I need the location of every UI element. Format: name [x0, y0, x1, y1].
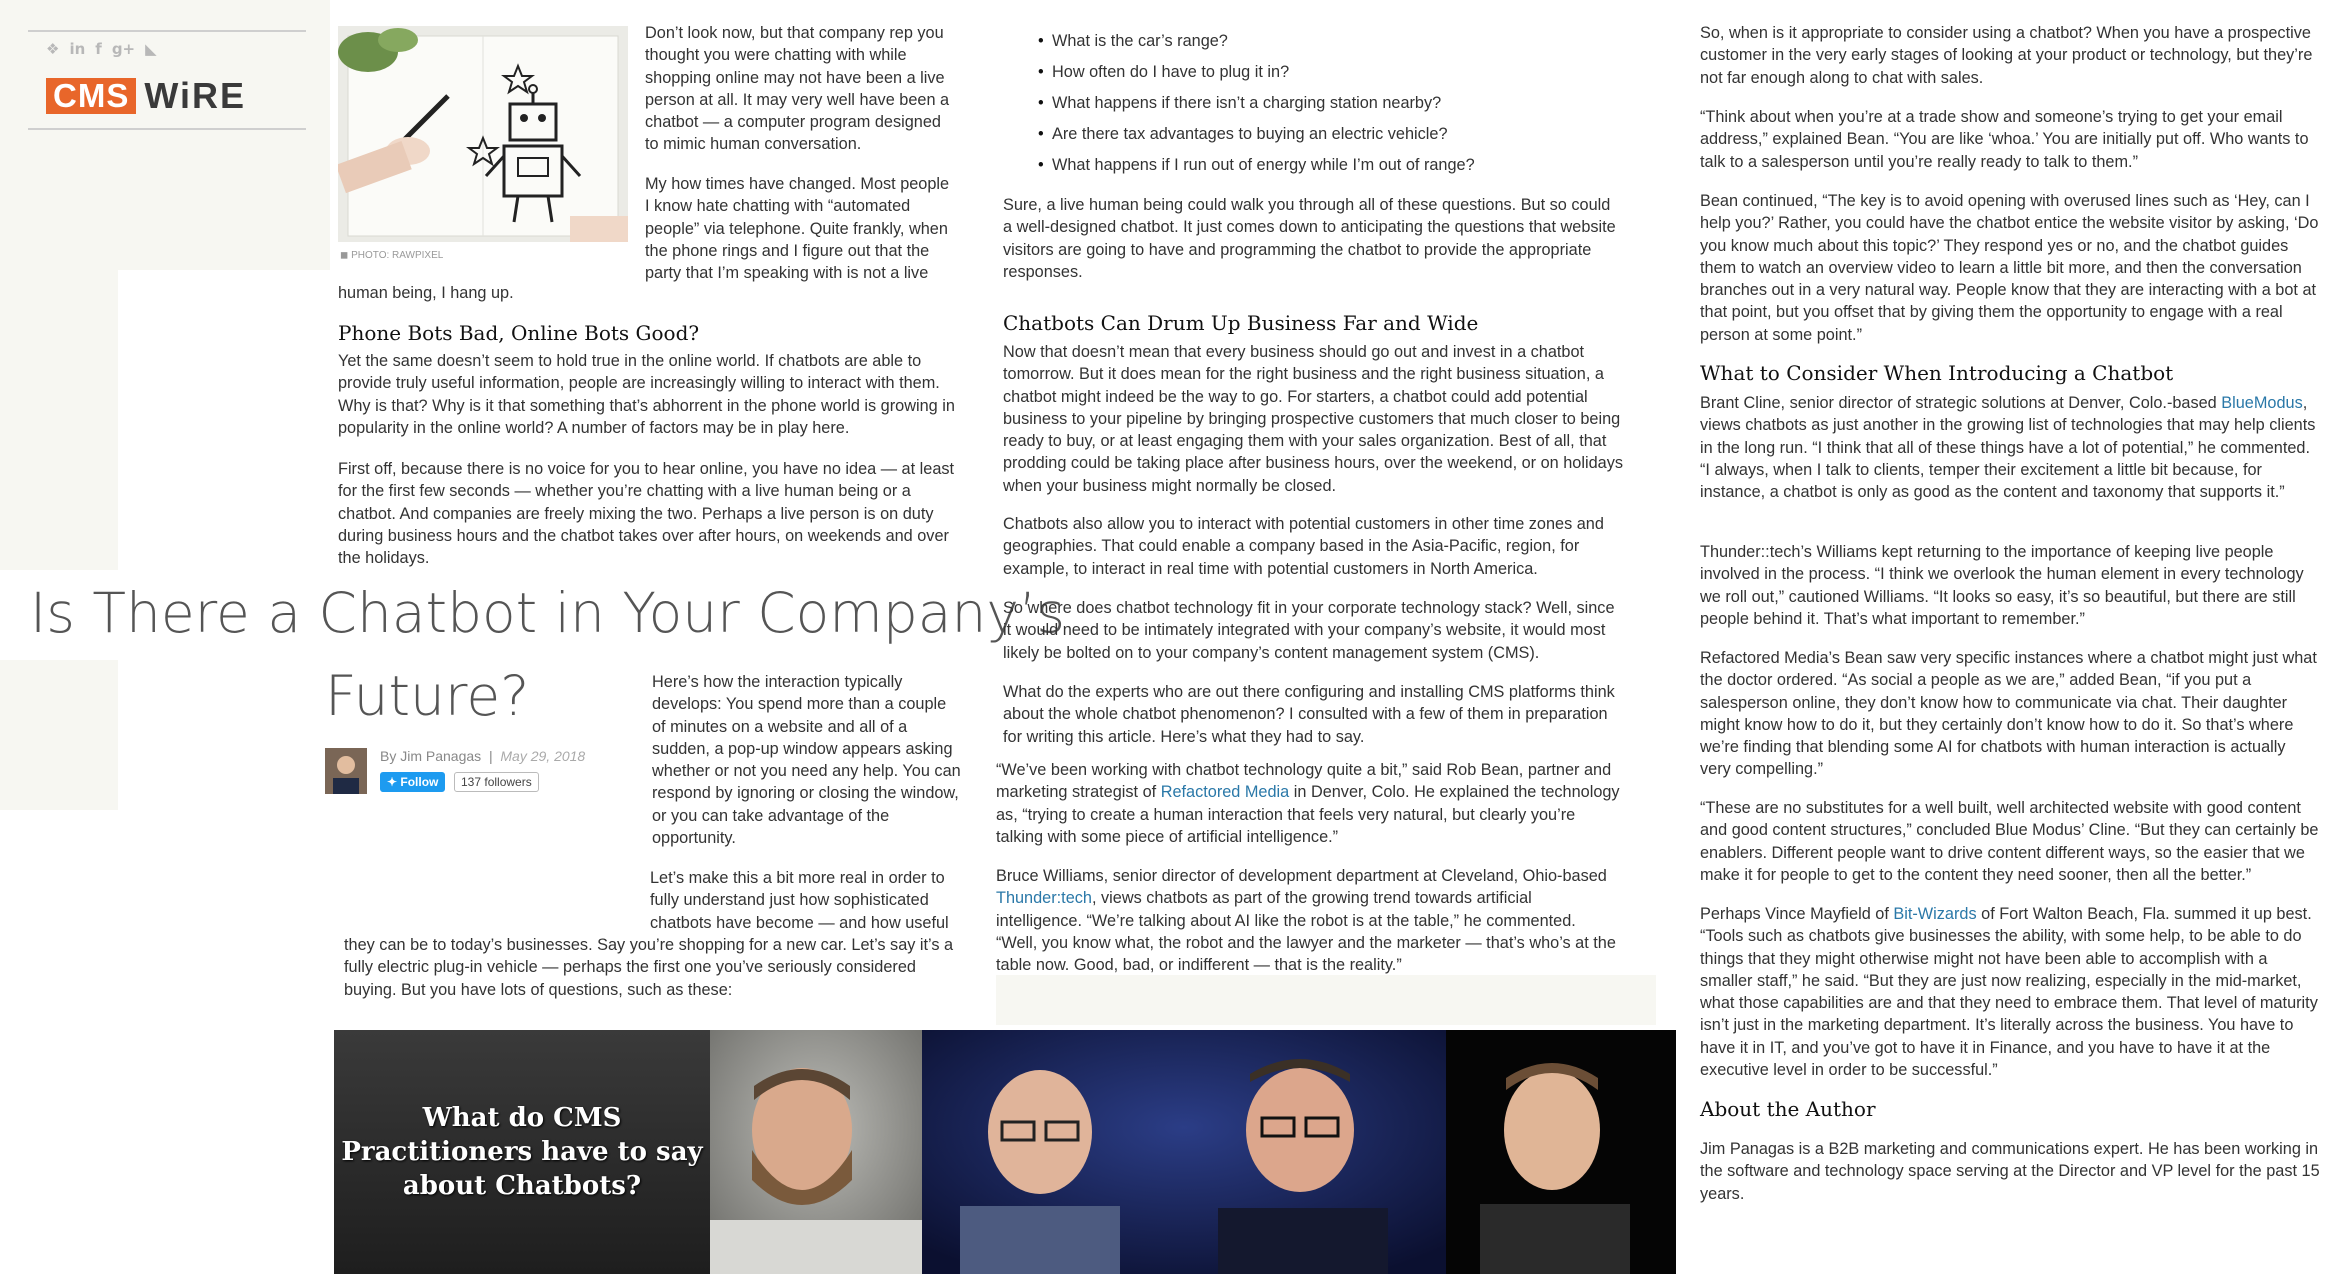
heading-drum-up: Chatbots Can Drum Up Business Far and Wide	[1003, 311, 1479, 335]
list-item: • What happens if I run out of energy while I’m out of range?	[1038, 150, 1638, 181]
video-banner[interactable]	[334, 1030, 1676, 1274]
link-refactored-media[interactable]: Refactored Media	[1160, 783, 1290, 802]
rss-icon[interactable]: ◣	[145, 40, 157, 58]
paragraph-lets-make-a: Let’s make this a bit more real in order to fully understand just how sophisticated chatbots have become — and how useful	[650, 869, 949, 932]
paragraph-vince-mayfield: Perhaps Vince Mayfield of Bit-Wizards of Fort Walton Beach, Fla. summed it up best. “Tools such as chatbots give businesses the ability, with some help, to be able to do things that they might otherwise might not have been able to accomplish with a smaller staff,” he said. “But they are just now realizing, especially in the mid-market, what those capabilities are and that they need to embrace them. That level of maturity isn’t just in the marketing department. It’s literally across the business. You have to have it in IT, and you’ve got to have it in Finance, and you have to have it at the executive level in order to be successful.”	[1700, 905, 2318, 1080]
google-plus-icon[interactable]: g+	[111, 40, 136, 58]
robot-sketch-image	[338, 26, 628, 242]
paragraph-think: “Think about when you’re at a trade show and someone’s trying to get your email address,” explained Bean. “You are like ‘whoa.’ You are initially put off. Who wants to talk to a salesperson until you’re really ready to talk to them.”	[1700, 108, 2309, 171]
paragraph-experts: What do the experts who are out there configuring and installing CMS platforms think about the whole chatbot phenomenon? I consulted with a few of them in preparation for writing this article. Here’s what they had to say.	[1003, 683, 1615, 746]
author-name[interactable]: By Jim Panagas	[380, 748, 482, 764]
paragraph-author-bio: Jim Panagas is a B2B marketing and communications expert. He has been working in the software and technology space serving at the Director and VP level for the past 15 years.	[1700, 1140, 2320, 1203]
video-speakers-image	[710, 1030, 1676, 1274]
author-portrait-icon	[325, 748, 367, 794]
social-links	[46, 40, 157, 58]
author-avatar[interactable]	[325, 748, 367, 794]
article-title-line1: Is There a Chatbot in Your Company’s	[30, 581, 1066, 645]
follow-button[interactable]: ✦ Follow	[380, 772, 445, 792]
list-item: • How often do I have to plug it in?	[1038, 57, 1638, 88]
scrap-panel	[996, 975, 1656, 1025]
list-item: • Are there tax advantages to buying an electric vehicle?	[1038, 119, 1638, 150]
photo-credit: ◼ PHOTO: RAWPIXEL	[340, 250, 444, 261]
paragraph-now-that: Now that doesn’t mean that every business should go out and invest in a chatbot tomorrow. But it does mean for the right business and the right business situation, a chatbot might indeed be the way to go. For starters, a chatbot could add potential business to your pipeline by bringing prospective customers that much closer to being ready to buy, or at least engaging them with your sales organization. Best of all, that prodding could be taking place after business hours, over the weekend, or on holidays when your business might normally be closed.	[1003, 343, 1623, 495]
video-caption: What do CMS Practitioners have to say about Chatbots?	[341, 1103, 703, 1201]
twitter-icon[interactable]: ❖	[46, 40, 60, 58]
byline: By Jim Panagas | May 29, 2018	[380, 748, 586, 764]
paragraph-no-substitutes: “These are no substitutes for a well built, well architected website with good content and good content structures,” concluded Blue Modus’ Cline. “But they can certainly be enablers. Different people want to drive content different ways, so the easier that we make it for people to get to the content they need sooner, then all the better.”	[1700, 799, 2319, 884]
link-thunder-tech[interactable]: Thunder:tech	[996, 889, 1092, 908]
logo-wire: WiRE	[144, 75, 247, 116]
cmswire-logo[interactable]	[46, 75, 247, 116]
side-panel	[0, 270, 118, 570]
heading-phone-bots: Phone Bots Bad, Online Bots Good?	[338, 321, 700, 345]
side-panel	[0, 660, 118, 810]
paragraph-same: Yet the same doesn’t seem to hold true in the online world. If chatbots are able to provide truly useful information, people are increasingly willing to interact with them. Why is that? Why is it that something that’s abhorrent in the phone world is growing in popularity in the online world? A number of factors may be in play here.	[338, 352, 955, 437]
paragraph-refactored-bean: Refactored Media’s Bean saw very specific instances where a chatbot might just what the doctor ordered. “As social a people as we are,” added Bean, “if you put a salesperson online, they don’t know how to communicate via chat. Their daughter might know how to do it, but they certainly don’t know how to do it. So that’s where we’re finding that blending some AI for chatbots with human interaction is actually very compelling.”	[1700, 649, 2317, 779]
paragraph-intro: Don’t look now, but that company rep you thought you were chatting with while shopping online may not have been a live person at all. It may very well have been a chatbot — a computer program designed to mimic human conversation.	[645, 24, 950, 154]
article-title-line2: Future?	[325, 664, 530, 728]
paragraph-first-off: First off, because there is no voice for you to hear online, you have no idea — at least for the first few seconds — whether you’re chatting with a live human being or a chatbot. And companies are freely mixing the two. Perhaps a live person is on duty during business hours and the chatbot takes over after hours, on weekends and over the holidays.	[338, 460, 955, 568]
paragraph-thunder-williams: Thunder::tech’s Williams kept returning to the importance of keeping live people involved in the process. “I think we overlook the human element in every technology we roll out,” cautioned Williams. “It looks so easy, it’s so beautiful, but there are still people behind it. That’s what important to remember.”	[1700, 543, 2304, 628]
paragraph-brant-cline: Brant Cline, senior director of strategic solutions at Denver, Colo.-based BlueModus, views chatbots as just another in the growing list of technologies that may help clients in the long run. “I think that all of these things have a lot of potential,” he commented. “I always, when I talk to clients, temper their excitement a little bit because, for instance, a chatbot is only as good as the content and taxonomy that supports it.”	[1700, 394, 2316, 502]
video-caption-panel	[334, 1030, 710, 1274]
logo-rule-top	[28, 30, 306, 32]
paragraph-times: My how times have changed. Most people I know hate chatting with “automated people” via telephone. Quite frankly, when the phone rings and I figure out that the party that I’m speaking with is not a live	[645, 175, 950, 283]
link-bit-wizards[interactable]: Bit-Wizards	[1893, 905, 1977, 923]
paragraph-times-end: human being, I hang up.	[338, 284, 514, 302]
paragraph-lets-make-b: they can be to today’s businesses. Say you’re shopping for a new car. Let’s say it’s a fully electric plug-in vehicle — perhaps the first one you’ve seriously considered buying. But you have lots of questions, such as these:	[344, 936, 954, 999]
followers-count[interactable]: 137 followers	[454, 772, 539, 792]
logo-cms: CMS	[46, 78, 136, 114]
linkedin-icon[interactable]: in	[69, 40, 86, 58]
twitter-bird-icon: ✦	[387, 775, 401, 789]
publish-date: May 29, 2018	[500, 748, 586, 764]
questions-list	[1038, 26, 1638, 181]
paragraph-where: So where does chatbot technology fit in your corporate technology stack? Well, since it would need to be intimately integrated with your company’s website, it would most likely be bolted on to your company’s content management system (CMS).	[1003, 599, 1615, 662]
heading-what-to-consider: What to Consider When Introducing a Chatbot	[1700, 361, 2174, 385]
paragraph-rob-bean: “We’ve been working with chatbot technology quite a bit,” said Rob Bean, partner and marketing strategist of Refactored Media in Denver, Colo. He explained the technology as, “trying to create a human interaction that feels very natural, but clearly you’re talking with some piece of artificial intelligence.”	[996, 761, 1620, 846]
camera-icon: ◼	[340, 250, 352, 261]
logo-rule-bottom	[28, 128, 306, 130]
list-item: • What happens if there isn’t a charging station nearby?	[1038, 88, 1638, 119]
paragraph-heres-how: Here’s how the interaction typically develops: You spend more than a couple of minutes on a website and all of a sudden, a pop-up window appears asking whether or not you need any help. You can respond by ignoring or closing the window, or you can take advantage of the opportunity.	[652, 673, 961, 848]
paragraph-when: So, when is it appropriate to consider using a chatbot? When you have a prospective customer in the very early stages of looking at your product or technology, but they’re not far enough along to chat with sales.	[1700, 24, 2313, 87]
paragraph-sure: Sure, a live human being could walk you through all of these questions. But so could a well-designed chatbot. It just comes down to anticipating the questions that website visitors are going to have and programming the chatbot to provide the appropriate responses.	[1003, 196, 1616, 281]
list-item: • What is the car’s range?	[1038, 26, 1638, 57]
paragraph-bruce-williams: Bruce Williams, senior director of development department at Cleveland, Ohio-based Thunder:tech, views chatbots as part of the growing trend towards artificial intelligence. “We’re talking about AI like the robot is at the table,” he commented. “Well, you know what, the robot and the lawyer and the marketer — that’s who’s at the table now. Good, bad, or indifferent — that is the reality.”	[996, 867, 1616, 975]
paragraph-also: Chatbots also allow you to interact with potential customers in other time zones and geographies. That could enable a company based in the Asia-Pacific, region, for example, to interact in real time with potential customers in North America.	[1003, 515, 1604, 578]
heading-about-author: About the Author	[1700, 1097, 1876, 1121]
link-bluemodus[interactable]: BlueModus	[2221, 394, 2303, 412]
facebook-icon[interactable]: f	[95, 40, 102, 58]
paragraph-bean-continued: Bean continued, “The key is to avoid opening with overused lines such as ‘Hey, can I help you?’ Rather, you could have the chatbot entice the website visitor by asking, ‘Do you know much about this topic?’ They respond yes or no, and the chatbot guides them to watch an overview video to learn a little bit more, and then the conversation branches out in a very natural way. People know that they are interacting with a bot at that point, but you offset that by giving them the opportunity to engage with a real person at some point.”	[1700, 192, 2319, 344]
